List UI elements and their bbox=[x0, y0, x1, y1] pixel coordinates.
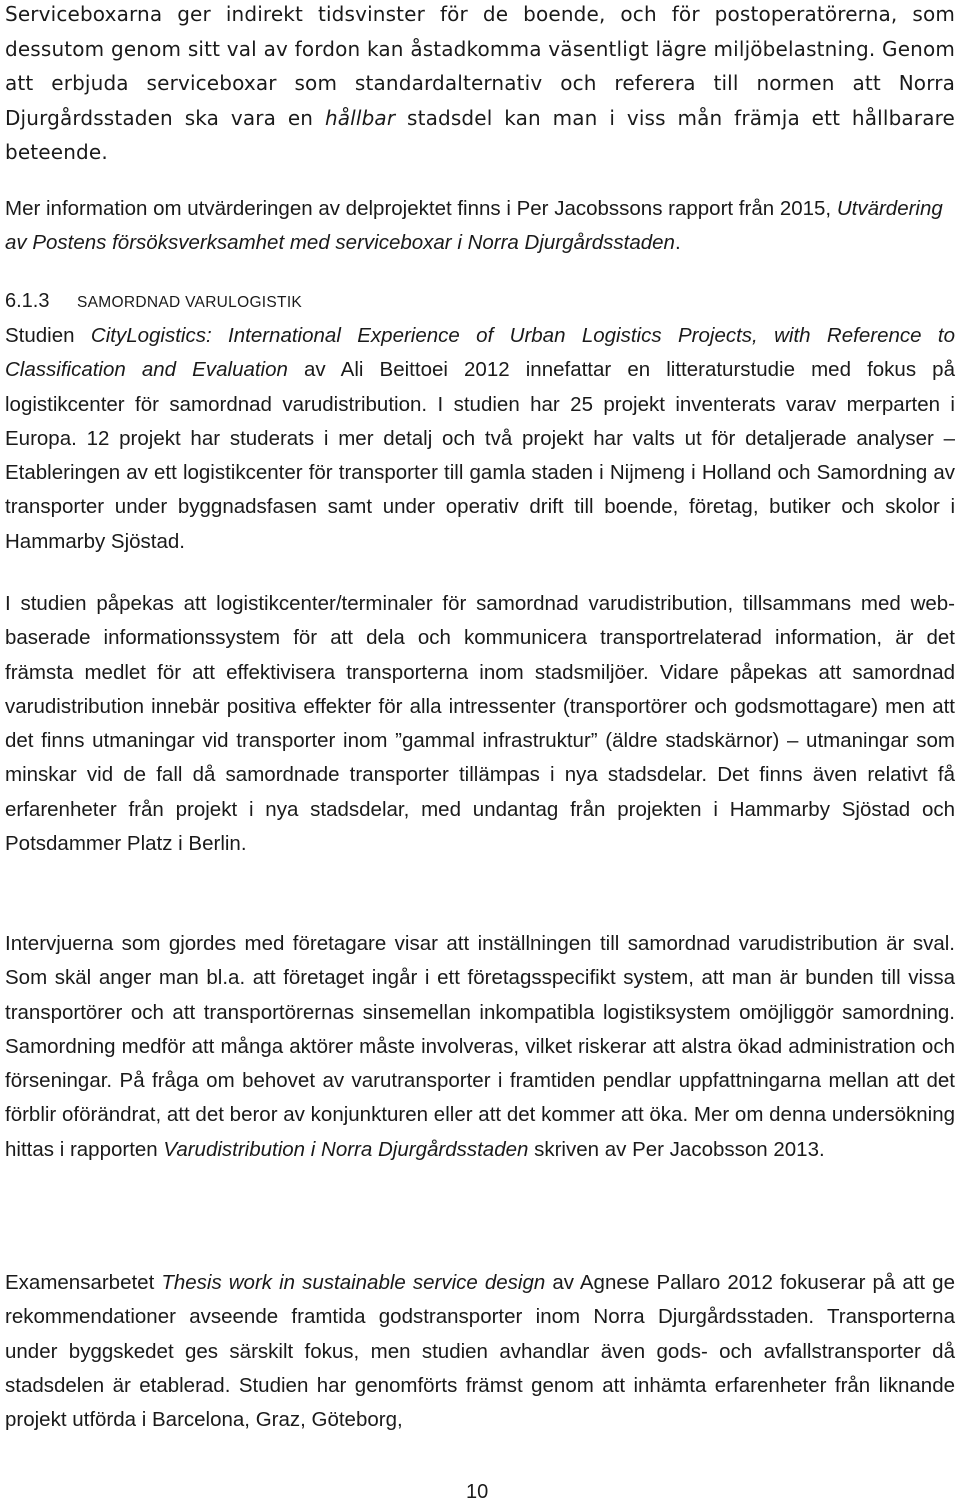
paragraph-thesis bbox=[5, 1266, 955, 1437]
paragraph-study-text-1: Studien bbox=[5, 324, 91, 347]
paragraph-more-info bbox=[5, 192, 955, 261]
section-heading bbox=[5, 288, 302, 316]
study-title-citylogistics: CityLogistics: International Experience of Urban Logistics Projects, with Reference to Classification and Evaluation bbox=[5, 324, 955, 382]
page-number: 10 bbox=[466, 1481, 489, 1503]
paragraph-more-info-text-2: . bbox=[674, 231, 681, 255]
paragraph-study-text-2: av Ali Beittoei 2012 innefattar en litteraturstudie med fokus på logistikcenter för samordnad varudistribution. I studien har 25 projekt inventerats varav merparten i Europa. 12 projekt har studerats i mer detalj och två projekt har valts ut för detaljerade analyser – Etableringen av ett logistikcenter för transporter till gamla staden i Nijmeng i Holland och Samordning av transporter under byggnadsfasen samt under operativ drift till boende, företag, butiker och skolor i Hammarby Sjöstad. bbox=[5, 358, 955, 553]
paragraph-thesis-text-1: Examensarbetet bbox=[5, 1271, 162, 1294]
paragraph-interviews bbox=[5, 927, 955, 1167]
paragraph-interviews-text-1: Intervjuerna som gjordes med företagare visar att inställningen till samordnad varudistribution är sval. Som skäl anger man bl.a. att företaget ingår i ett företagsspecifikt system, att man är bunden till vissa transportörer och att transportörernas sinsemellan inkompatibla logistiksystem omöjliggör samordning. Samordning medför att många aktörer måste involveras, vilket riskerar att alstra ökad administration och förseningar. På fråga om behovet av varutransporter i framtiden pendlar uppfattningarna mellan att det förblir oförändrat, att det beror av konjunkturen eller att det kommer att öka. Mer om denna undersökning hittas i rapporten bbox=[5, 932, 955, 1161]
paragraph-terminal: I studien påpekas att logistikcenter/terminaler för samordnad varudistribution, tillsammans med web-baserade informationssystem för att dela och kommunicera transportrelaterad information, är det främsta medlet för att effektivisera transporterna inom stadsmiljöer. Vidare påpekas att samordnad varudistribution innebär positiva effekter för alla intressenter (transportörer och godsmottagare) men att det finns utmaningar vid transporter inom ”gammal infrastruktur” (äldre stadskärnor) – utmaningar som minskar vid de fall då samordnade transporter tillämpas i nya stadsdelar. Det finns även relativt få erfarenheter från projekt i nya stadsdelar, med undantag från projekten i Hammarby Sjöstad och Potsdammer Platz i Berlin. bbox=[5, 592, 955, 856]
section-number: 6.1.3 bbox=[5, 290, 50, 312]
paragraph-intro-emphasis: hållbar bbox=[324, 105, 396, 130]
thesis-title: Thesis work in sustainable service design bbox=[161, 1271, 546, 1294]
report-title-varudistribution: Varudistribution i Norra Djurgårdsstaden bbox=[163, 1137, 529, 1161]
paragraph-intro bbox=[5, 0, 955, 170]
paragraph-thesis-text-2: av Agnese Pallaro 2012 fokuserar på att ge rekommendationer avseende framtida godstransporter inom Norra Djurgårdsstaden. Transporterna under byggskedet ges särskilt fokus, men studien avhandlar även gods- och avfallstransporter då stadsdelen är etablerad. Studien har genomförts främst genom att inhämta erfarenheter från liknande projekt utförda i Barcelona, Graz, Göteborg, bbox=[5, 1271, 955, 1432]
report-title-utvardering: Utvärdering av Postens försöksverksamhet med serviceboxar i Norra Djurgårdsstaden bbox=[5, 197, 943, 255]
paragraph-study bbox=[5, 319, 955, 559]
paragraph-more-info-text-1: Mer information om utvärderingen av delprojektet finns i Per Jacobssons rapport från 2015, bbox=[5, 197, 837, 220]
paragraph-interviews-text-2: skriven av Per Jacobsson 2013. bbox=[528, 1137, 825, 1161]
paragraph-intro-text-2: stadsdel kan man i viss mån främja ett hållbarare beteende. bbox=[5, 105, 955, 164]
paragraph-intro-text-1: Serviceboxarna ger indirekt tidsvinster för de boende, och för postoperatörerna, som dessutom genom sitt val av fordon kan åstadkomma väsentligt lägre miljöbelastning. Genom att erbjuda serviceboxar som standardalternativ och referera till normen att Norra Djurgårdsstaden ska vara en bbox=[5, 2, 955, 130]
section-title: SAMORDNAD VARULOGISTIK bbox=[77, 294, 303, 311]
